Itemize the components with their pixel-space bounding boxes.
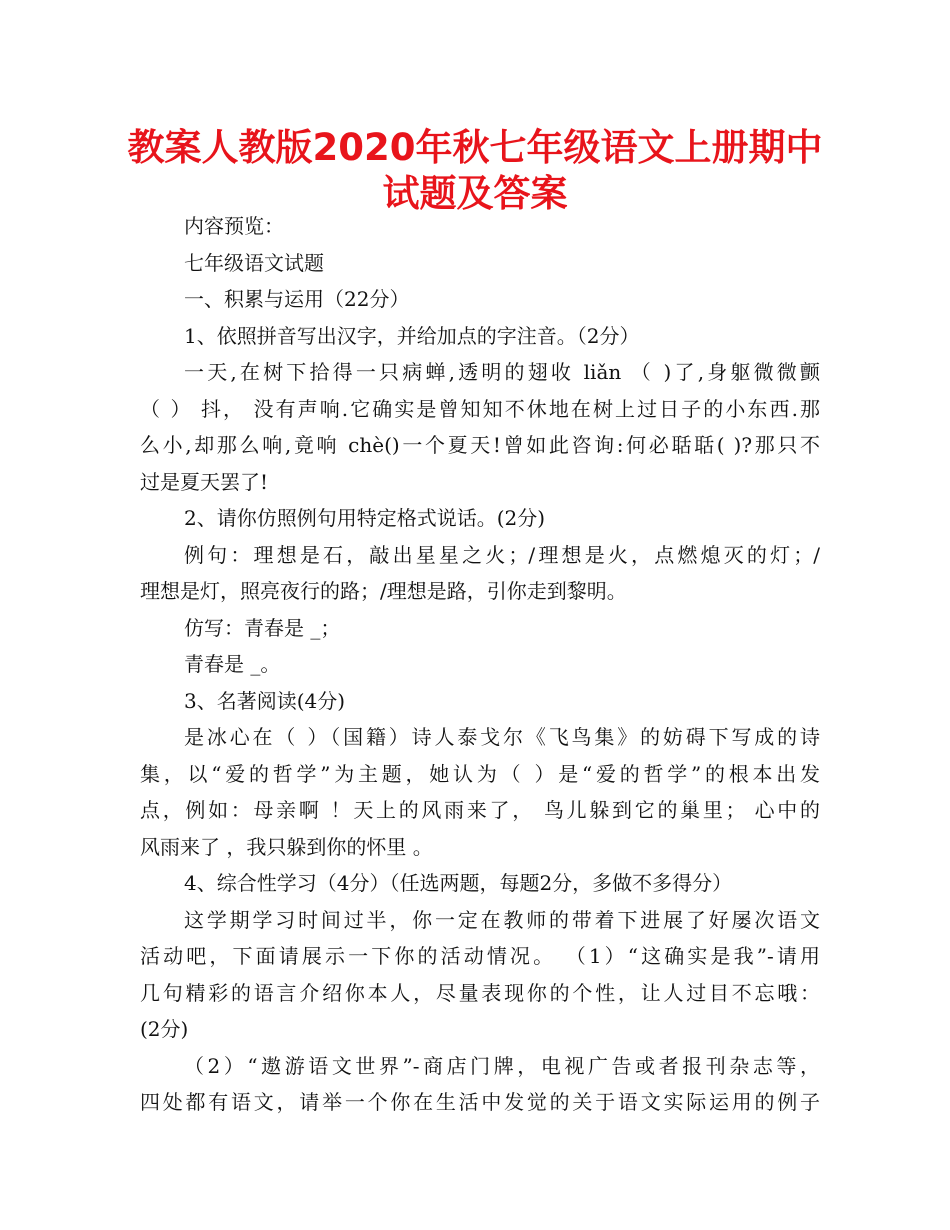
text-line: 点，例如：母亲啊 ！天上的风雨来了， 鸟儿躲到它的巢里； 心中的 [140, 798, 820, 822]
text-line: 是冰心在（ ）（国籍）诗人泰戈尔《飞鸟集》的妨碍下写成的诗 [184, 725, 820, 749]
text-line: 一天,在树下拾得一只病蝉,透明的翅收 liǎn （ )了,身躯微微颤 [184, 360, 820, 384]
text-line: 四处都有语文，请举一个你在生活中发觉的关于语文实际运用的例子 [140, 1090, 820, 1114]
text-line: 例句：理想是石，敲出星星之火；/理想是火，点燃熄灭的灯；/ [184, 542, 820, 567]
text-line: 活动吧，下面请展示一下你的活动情况。 （1）“这确实是我”-请用 [140, 944, 820, 968]
document-title-line-1: 教案人教版2020年秋七年级语文上册期中 [127, 126, 823, 169]
text-line: (2分) [140, 1017, 189, 1041]
text-line: 么小,却那么响,竟响 chè()一个夏天!曾如此咨询:何必聒聒( )?那只不 [140, 433, 820, 457]
section-heading: 一、积累与运用（22分） [184, 287, 410, 311]
text-line: 集，以“爱的哲学”为主题，她认为（ ）是“爱的哲学”的根本出发 [140, 761, 820, 786]
question-heading: 2、请你仿照例句用特定格式说话。(2分) [184, 506, 546, 530]
document-title-line-2: 试题及答案 [382, 172, 568, 215]
text-line: 这学期学习时间过半，你一定在教师的带着下进展了好屡次语文 [184, 907, 820, 932]
text-line: 仿写：青春是 _； [184, 615, 341, 640]
text-line: 理想是灯，照亮夜行的路；/理想是路，引你走到黎明。 [140, 579, 627, 603]
question-heading: 1、依照拼音写出汉字，并给加点的字注音。（2分） [184, 323, 640, 348]
text-line: （2）“遨游语文世界”-商店门牌，电视广告或者报刊杂志等， [184, 1053, 820, 1078]
text-line: 青春是 _。 [184, 652, 281, 676]
text-line: （ ） 抖， 没有声响.它确实是曾知知不休地在树上过日子的小东西.那 [140, 396, 820, 421]
text-line: 七年级语文试题 [184, 250, 324, 275]
text-line: 几句精彩的语言介绍你本人，尽量表现你的个性，让人过目不忘哦： [140, 980, 820, 1005]
text-line: 风雨来了 ，我只躲到你的怀里 。 [140, 834, 433, 859]
text-line: 过是夏天罢了! [140, 469, 269, 494]
question-heading: 4、综合性学习（4分）（任选两题，每题2分，多做不多得分） [184, 871, 733, 895]
question-heading: 3、名著阅读(4分) [184, 688, 346, 713]
text-line: 内容预览： [184, 214, 284, 238]
